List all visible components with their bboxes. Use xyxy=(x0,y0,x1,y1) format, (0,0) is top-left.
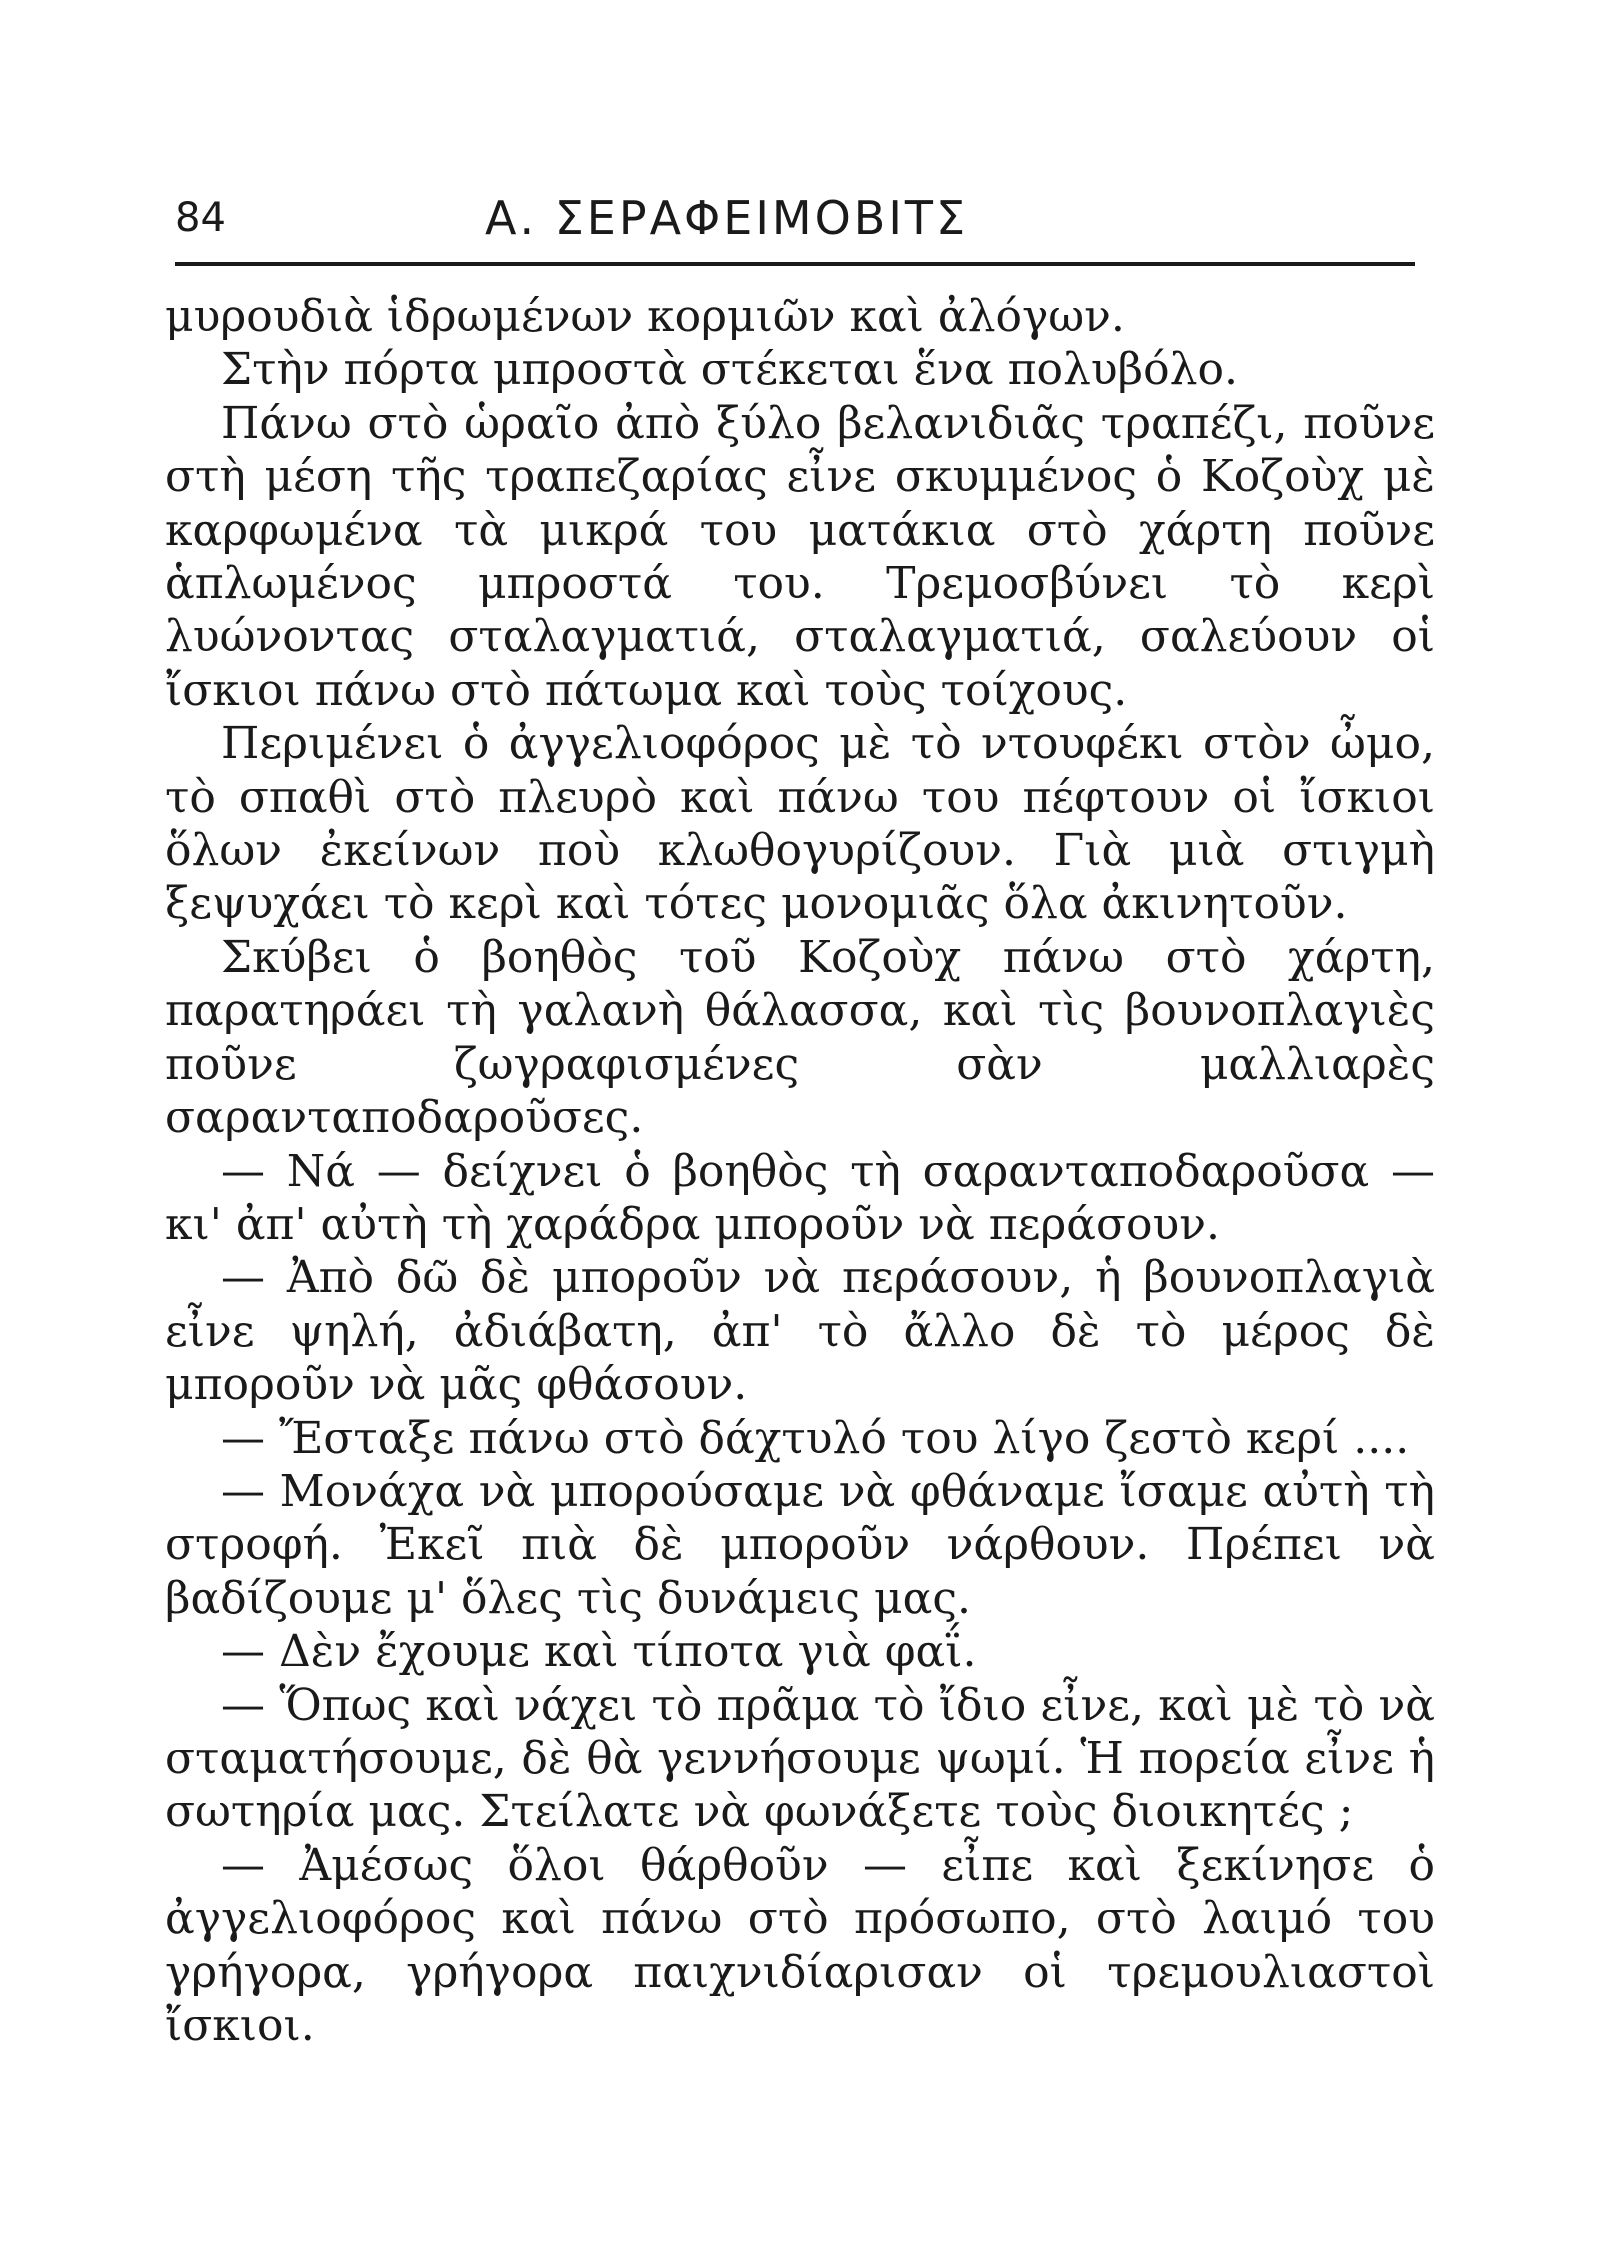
paragraph: — Μονάχα νὰ μπορούσαμε νὰ φθάναμε ἴσαμε αὐτὴ τὴ στροφή. Ἐκεῖ πιὰ δὲ μποροῦν νάρθουν. Πρέπει νὰ βαδίζουμε μ' ὅλες τὶς δυνάμεις μας. xyxy=(165,1465,1435,1624)
paragraph: Σκύβει ὁ βοηθὸς τοῦ Κοζοὺχ πάνω στὸ χάρτη, παρατηράει τὴ γαλανὴ θάλασσα, καὶ τὶς βουνοπλαγιὲς ποῦνε ζωγραφισμένες σὰν μαλλιαρὲς σαρανταποδαροῦσες. xyxy=(165,931,1435,1144)
body-text xyxy=(165,290,1435,2052)
header-rule xyxy=(175,262,1415,266)
paragraph: μυρουδιὰ ἱδρωμένων κορμιῶν καὶ ἀλόγων. xyxy=(165,291,1125,342)
page-header xyxy=(175,188,1415,258)
paragraph: Στὴν πόρτα μπροστὰ στέκεται ἕνα πολυβόλο. xyxy=(221,344,1238,396)
paragraph: — Ἔσταξε πάνω στὸ δάχτυλό του λίγο ζεστὸ κερί .... xyxy=(221,1412,1410,1464)
paragraph: Περιμένει ὁ ἀγγελιοφόρος μὲ τὸ ντουφέκι στὸν ὦμο, τὸ σπαθὶ στὸ πλευρὸ καὶ πάνω του πέφτουν οἱ ἴσκιοι ὅλων ἐκείνων ποὺ κλωθογυρίζουν. Γιὰ μιὰ στιγμὴ ξεψυχάει τὸ κερὶ καὶ τότες μονομιᾶς ὅλα ἀκινητοῦν. xyxy=(165,718,1435,930)
paragraph: — Ὅπως καὶ νάχει τὸ πρᾶμα τὸ ἴδιο εἶνε, καὶ μὲ τὸ νὰ σταματήσουμε, δὲ θὰ γεννήσουμε ψωμί. Ἡ πορεία εἶνε ἡ σωτηρία μας. Στείλατε νὰ φωνάξετε τοὺς διοικητές ; xyxy=(165,1679,1435,1838)
paragraph: — Νά — δείχνει ὁ βοηθὸς τὴ σαρανταποδαροῦσα — κι' ἀπ' αὐτὴ τὴ χαράδρα μποροῦν νὰ περάσουν. xyxy=(165,1145,1435,1250)
paragraph: — Δὲν ἔχουμε καὶ τίποτα γιὰ φαΐ. xyxy=(221,1626,977,1678)
paragraph: Πάνω στὸ ὡραῖο ἀπὸ ξύλο βελανιδιᾶς τραπέζι, ποῦνε στὴ μέση τῆς τραπεζαρίας εἶνε σκυμμένος ὁ Κοζοὺχ μὲ καρφωμένα τὰ μικρά του ματάκια στὸ χάρτη ποῦνε ἁπλωμένος μπροστά του. Τρεμοσβύνει τὸ κερὶ λυώνοντας σταλαγματιά, σταλαγματιά, σαλεύουν οἱ ἴσκιοι πάνω στὸ πάτωμα καὶ τοὺς τοίχους. xyxy=(165,397,1435,716)
page-number: 84 xyxy=(175,195,226,241)
paragraph: — Ἀπὸ δῶ δὲ μποροῦν νὰ περάσουν, ἡ βουνοπλαγιὰ εἶνε ψηλή, ἀδιάβατη, ἀπ' τὸ ἄλλο δὲ τὸ μέρος δὲ μποροῦν νὰ μᾶς φθάσουν. xyxy=(165,1252,1435,1411)
running-title: Α. ΣΕΡΑΦΕΙΜΟΒΙΤΣ xyxy=(485,191,969,245)
paragraph: — Ἀμέσως ὅλοι θάρθοῦν — εἶπε καὶ ξεκίνησε ὁ ἀγγελιοφόρος καὶ πάνω στὸ πρόσωπο, στὸ λαιμό του γρήγορα, γρήγορα παιχνιδίαρισαν οἱ τρεμουλιαστοὶ ἴσκιοι. xyxy=(165,1839,1435,2051)
